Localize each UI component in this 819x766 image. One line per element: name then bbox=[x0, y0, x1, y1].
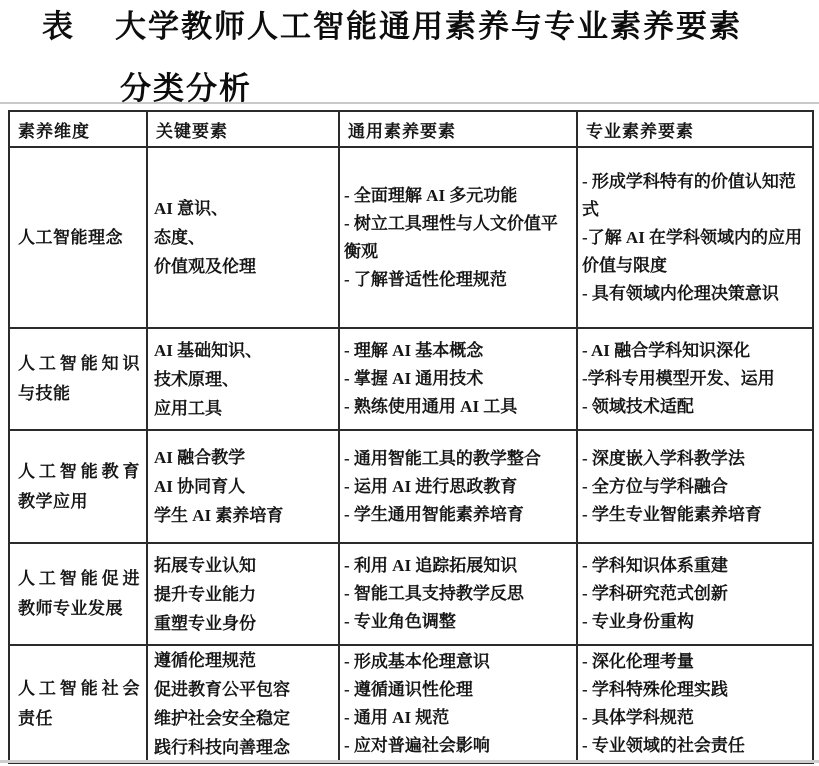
text-line: - 熟练使用通用 AI 工具 bbox=[344, 397, 518, 416]
text-line: AI 意识、 bbox=[154, 199, 229, 218]
text-line: 促进教育公平包容 bbox=[154, 680, 290, 699]
text-line: 提升专业能力 bbox=[154, 584, 256, 604]
dimension-cell: 人工智能知识与技能 bbox=[9, 328, 147, 430]
text-line: - 掌握 AI 通用技术 bbox=[344, 369, 484, 388]
table-row bbox=[9, 328, 813, 430]
text-line: - 遵循通识性伦理 bbox=[344, 680, 473, 699]
col-header-key-elements: 关键要素 bbox=[147, 111, 339, 147]
text-line: - 具体学科规范 bbox=[582, 708, 694, 727]
professional-elements-cell bbox=[577, 328, 813, 430]
scan-artifact-bottom-line bbox=[0, 760, 819, 763]
key-elements-cell bbox=[147, 645, 339, 763]
title-table-label: 表 bbox=[42, 9, 75, 44]
professional-elements-cell bbox=[577, 430, 813, 543]
text-line: - 学科知识体系重建 bbox=[582, 556, 728, 575]
text-line: - 学科研究范式创新 bbox=[582, 584, 728, 603]
text-line: 技术原理、 bbox=[154, 369, 239, 389]
text-line: 遵循伦理规范 bbox=[154, 651, 256, 670]
general-elements-cell bbox=[339, 543, 577, 645]
general-elements-cell bbox=[339, 645, 577, 763]
table-row bbox=[9, 147, 813, 328]
text-line: AI 协同育人 bbox=[154, 477, 246, 496]
text-line: - 通用 AI 规范 bbox=[344, 708, 450, 727]
table-row bbox=[9, 430, 813, 543]
key-elements-cell bbox=[147, 543, 339, 645]
col-header-general-elements: 通用素养要素 bbox=[339, 111, 577, 147]
text-line: - 具有领域内伦理决策意识 bbox=[582, 283, 779, 303]
text-line: - 学生通用智能素养培育 bbox=[344, 504, 524, 524]
header-row bbox=[9, 111, 813, 147]
text-line: -学科专用模型开发、运用 bbox=[582, 369, 775, 388]
literacy-classification-table bbox=[8, 110, 814, 764]
dimension-cell: 人工智能促进教师专业发展 bbox=[9, 543, 147, 645]
title-line-2: 分类分析 bbox=[120, 71, 252, 106]
table-title bbox=[42, 6, 802, 110]
dimension-cell: 人工智能理念 bbox=[9, 147, 147, 328]
text-line: 学生 AI 素养培育 bbox=[154, 506, 284, 525]
text-line: - 全面理解 AI 多元功能 bbox=[344, 185, 518, 205]
text-line: - 应对普遍社会影响 bbox=[344, 736, 490, 755]
text-line: - 深化伦理考量 bbox=[582, 652, 694, 671]
text-line: - 理解 AI 基本概念 bbox=[344, 341, 484, 360]
text-line: 拓展专业认知 bbox=[154, 555, 256, 575]
text-line: - 智能工具支持教学反思 bbox=[344, 584, 524, 603]
text-line: - 运用 AI 进行思政教育 bbox=[344, 476, 518, 496]
text-line: - 形成基本伦理意识 bbox=[344, 652, 490, 671]
text-line: 价值观及伦理 bbox=[154, 257, 256, 276]
professional-elements-cell bbox=[577, 147, 813, 328]
dimension-cell: 人工智能社会责任 bbox=[9, 645, 147, 763]
text-line: - 专业角色调整 bbox=[344, 612, 456, 631]
text-line: - 了解普适性伦理规范 bbox=[344, 269, 507, 289]
text-line: 应用工具 bbox=[154, 398, 222, 418]
table-row bbox=[9, 543, 813, 645]
text-line: 态度、 bbox=[154, 228, 205, 247]
general-elements-cell bbox=[339, 328, 577, 430]
title-text: 大学教师人工智能通用素养与专业素养要素 bbox=[115, 9, 742, 44]
text-line: - 全方位与学科融合 bbox=[582, 476, 728, 496]
title-line-1 bbox=[42, 6, 802, 48]
col-header-professional-elements: 专业素养要素 bbox=[577, 111, 813, 147]
text-line: - 学生专业智能素养培育 bbox=[582, 504, 762, 524]
text-line: - 利用 AI 追踪拓展知识 bbox=[344, 556, 518, 575]
text-line: AI 基础知识、 bbox=[154, 340, 263, 360]
dimension-cell: 人工智能教育教学应用 bbox=[9, 430, 147, 543]
text-line: -了解 AI 在学科领域内的应用价值与限度 bbox=[582, 227, 803, 275]
text-line: 践行科技向善理念 bbox=[154, 738, 290, 757]
text-line: - 专业领域的社会责任 bbox=[582, 736, 745, 755]
text-line: - 领域技术适配 bbox=[582, 397, 694, 416]
key-elements-cell bbox=[147, 430, 339, 543]
key-elements-cell bbox=[147, 328, 339, 430]
text-line: - 专业身份重构 bbox=[582, 612, 694, 631]
key-elements-cell bbox=[147, 147, 339, 328]
text-line: - AI 融合学科知识深化 bbox=[582, 341, 751, 360]
text-line: - 树立工具理性与人文价值平衡观 bbox=[344, 213, 558, 261]
general-elements-cell bbox=[339, 147, 577, 328]
col-header-dimension: 素养维度 bbox=[9, 111, 147, 147]
table-row bbox=[9, 645, 813, 763]
text-line: - 形成学科特有的价值认知范式 bbox=[582, 171, 796, 219]
text-line: - 通用智能工具的教学整合 bbox=[344, 448, 541, 468]
text-line: 维护社会安全稳定 bbox=[154, 709, 290, 728]
text-line: - 学科特殊伦理实践 bbox=[582, 680, 728, 699]
text-line: - 深度嵌入学科教学法 bbox=[582, 448, 745, 468]
text-line: 重塑专业身份 bbox=[154, 613, 256, 633]
general-elements-cell bbox=[339, 430, 577, 543]
professional-elements-cell bbox=[577, 543, 813, 645]
professional-elements-cell bbox=[577, 645, 813, 763]
text-line: AI 融合教学 bbox=[154, 448, 246, 467]
